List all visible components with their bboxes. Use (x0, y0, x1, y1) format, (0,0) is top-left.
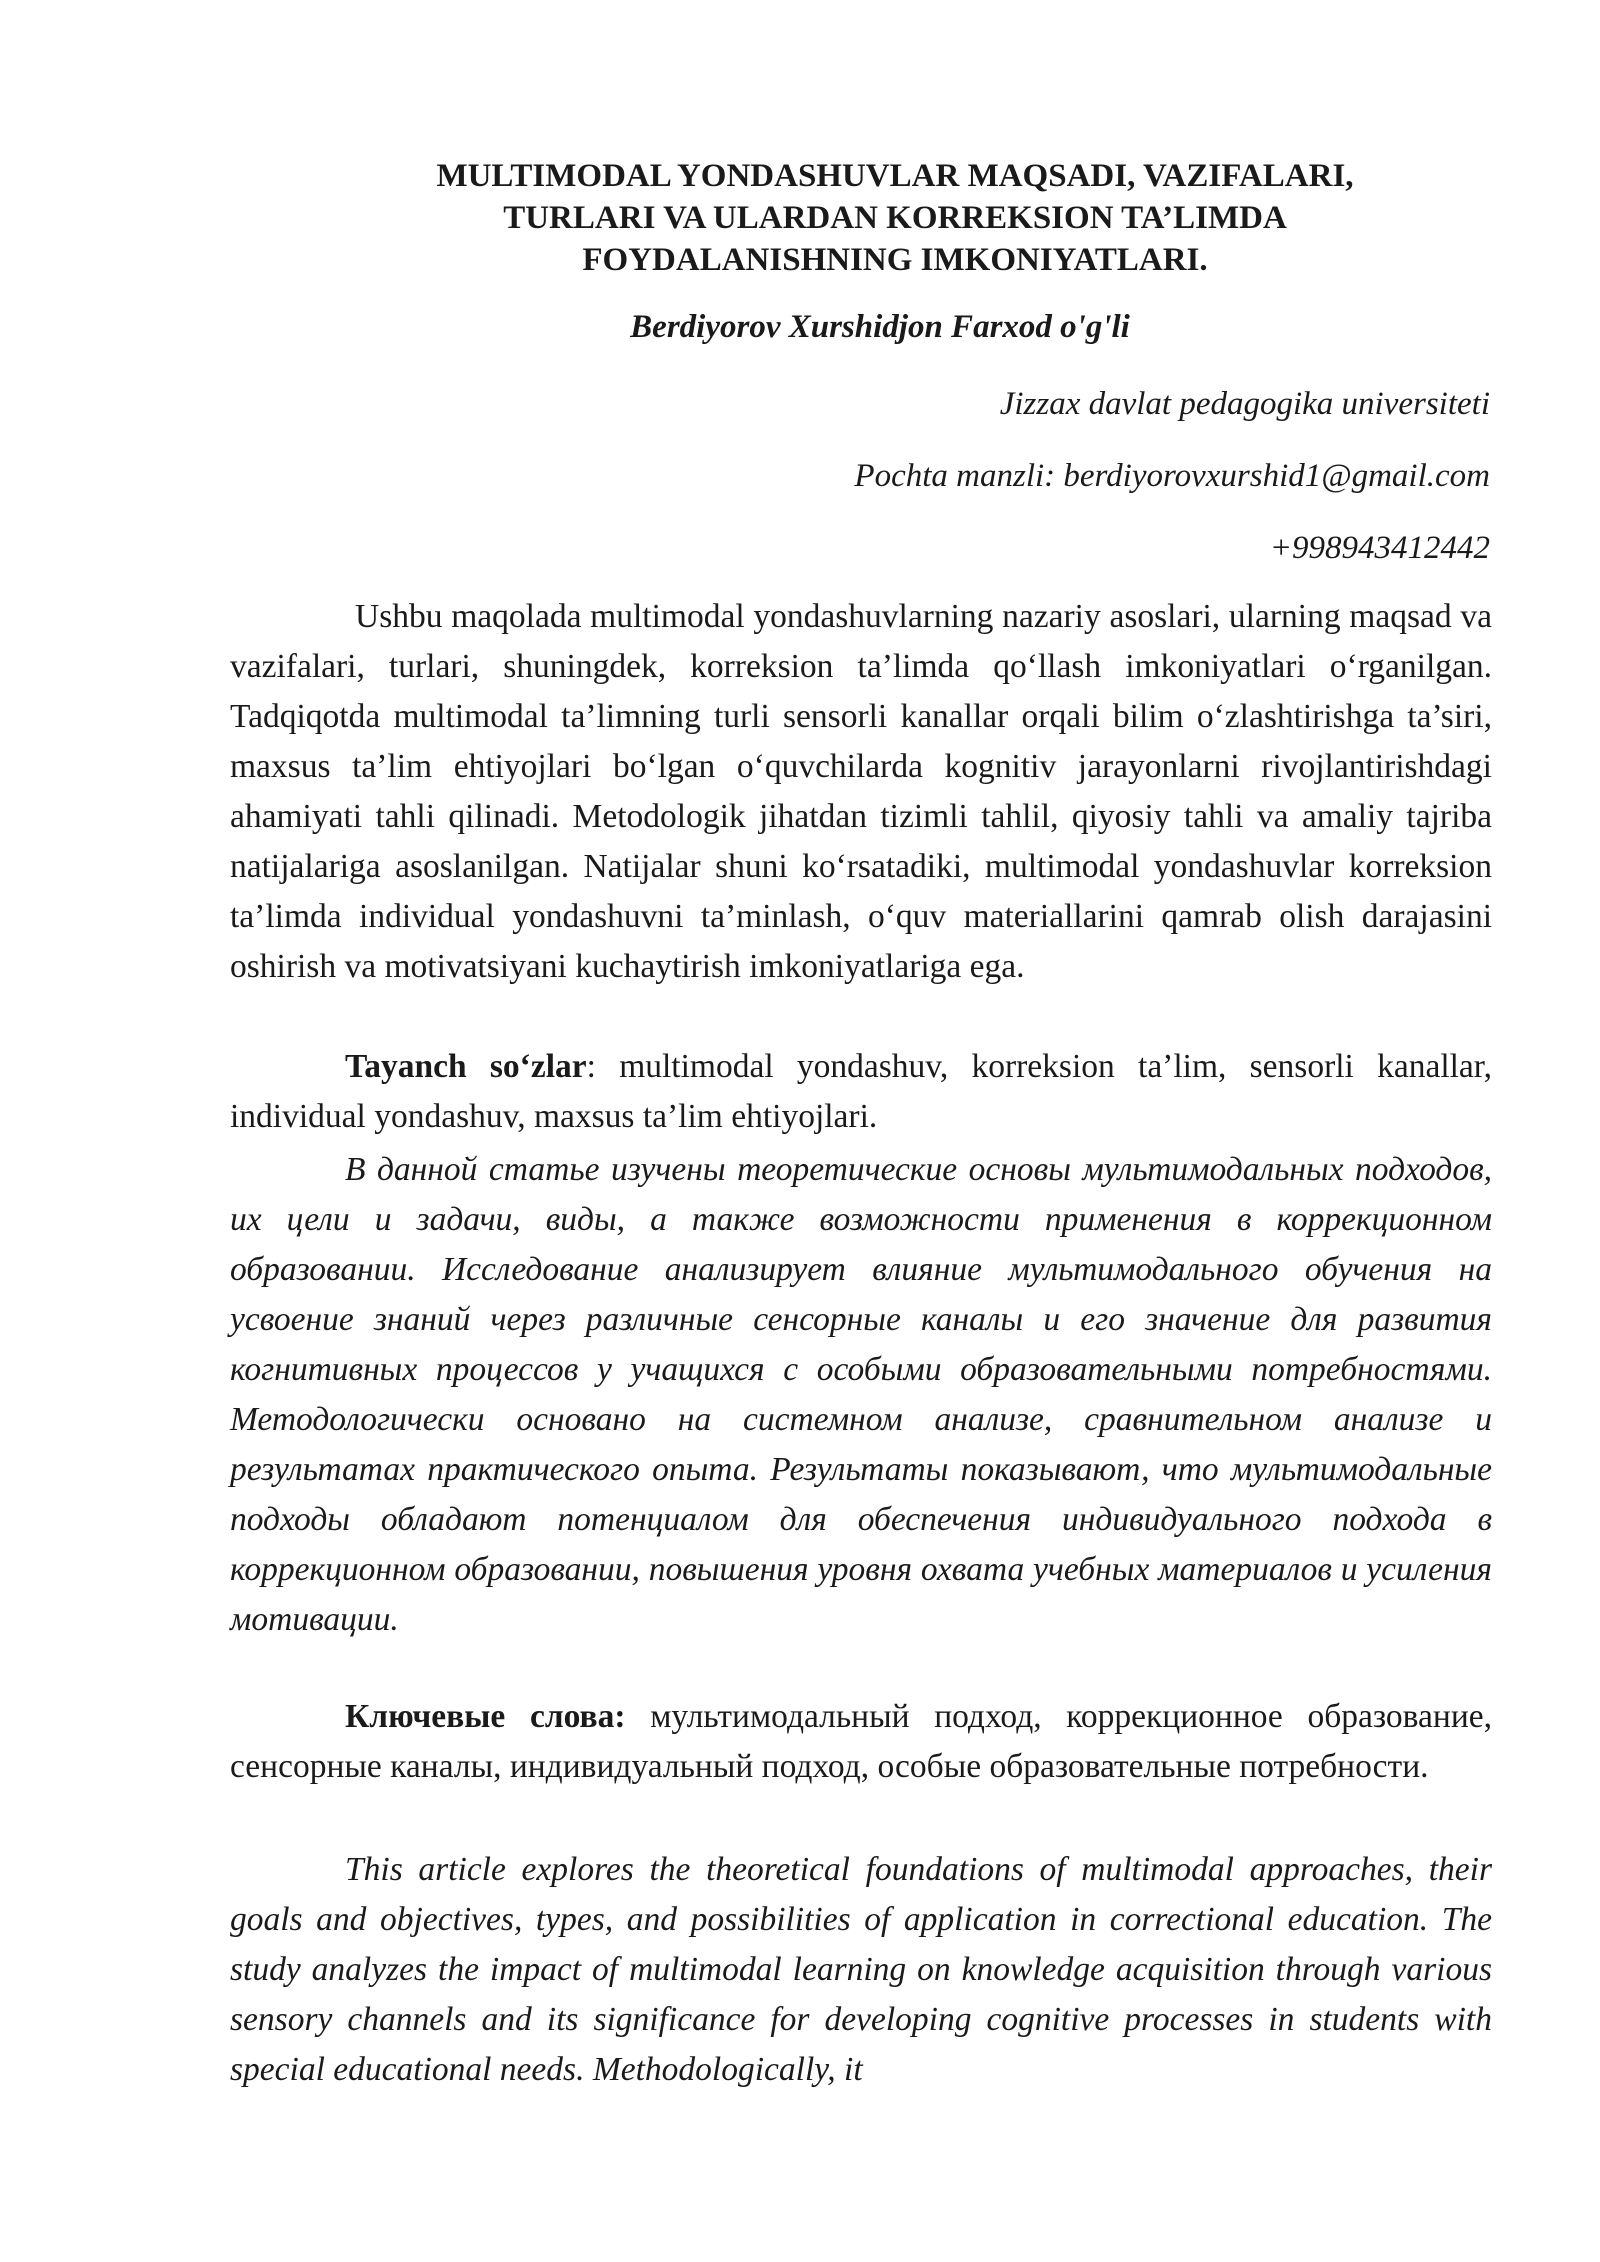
author-email: Pochta manzli: berdiyorovxurshid1@gmail.com (854, 458, 1490, 494)
keywords-uzbek (230, 1042, 1492, 1142)
keywords-russian-text: мультимодальный подход, коррекционное образование, сенсорные каналы, индивидуальный подход, особые образовательные потребности. (230, 1698, 1492, 1785)
keywords-uzbek-separator: : (586, 1048, 596, 1085)
keywords-uzbek-text: multimodal yondashuv, korreksion ta’lim, sensorli kanallar, individual yondashuv, maxsus ta’lim ehtiyojlari. (230, 1048, 1492, 1135)
abstract-russian: В данной статье изучены теоретические основы мультимодальных подходов, их цели и задачи, виды, а также возможности применения в коррекционном образовании. Исследование анализирует влияние мультимодального обучения на усвоение знаний через различные сенсорные каналы и его значение для развития когнитивных процессов у учащихся с особыми образовательными потребностями. Методологически основано на системном анализе, сравнительном анализе и результатах практического опыта. Результаты показывают, что мультимодальные подходы обладают потенциалом для обеспечения индивидуального подхода в коррекционном образовании, повышения уровня охвата учебных материалов и усиления мотивации. (230, 1151, 1492, 1638)
title-line-1: MULTIMODAL YONDASHUVLAR MAQSADI, VAZIFALARI, (436, 158, 1354, 194)
author-phone: +998943412442 (1269, 530, 1490, 566)
keywords-uzbek-label: Tayanch so‘zlar (345, 1048, 587, 1085)
title-line-3: FOYDALANISHNING IMKONIYATLARI. (582, 242, 1208, 278)
article-title (330, 155, 1460, 281)
abstract-english: This article explores the theoretical foundations of multimodal approaches, their goals and objectives, types, and possibilities of application in correctional education. The study analyzes the impact of multimodal learning on knowledge acquisition through various sensory channels and its significance for developing cognitive processes in students with special educational needs. Methodologically, it (230, 1851, 1492, 2088)
abstract-uzbek: Ushbu maqolada multimodal yondashuvlarning nazariy asoslari, ularning maqsad va vazifalari, turlari, shuningdek, korreksion ta’limda qo‘llash imkoniyatlari o‘rganilgan. Tadqiqotda multimodal ta’limning turli sensorli kanallar orqali bilim o‘zlashtirishga ta’siri, maxsus ta’lim ehtiyojlari bo‘lgan o‘quvchilarda kognitiv jarayonlarni rivojlantirishdagi ahamiyati tahli qilinadi. Metodologik jihatdan tizimli tahlil, qiyosiy tahli va amaliy tajriba natijalariga asoslanilgan. Natijalar shuni ko‘rsatadiki, multimodal yondashuvlar korreksion ta’limda individual yondashuvni ta’minlash, o‘quv materiallarini qamrab olish darajasini oshirish va motivatsiyani kuchaytirish imkoniyatlariga ega. (230, 598, 1492, 985)
title-line-2: TURLARI VA ULARDAN KORREKSION TA’LIMDA (503, 200, 1287, 236)
author-affiliation: Jizzax davlat pedagogika universiteti (999, 386, 1490, 422)
keywords-russian (230, 1692, 1492, 1792)
keywords-russian-label: Ключевые слова: (345, 1698, 626, 1735)
author-name: Berdiyorov Xurshidjon Farxod o'g'li (630, 309, 1130, 345)
